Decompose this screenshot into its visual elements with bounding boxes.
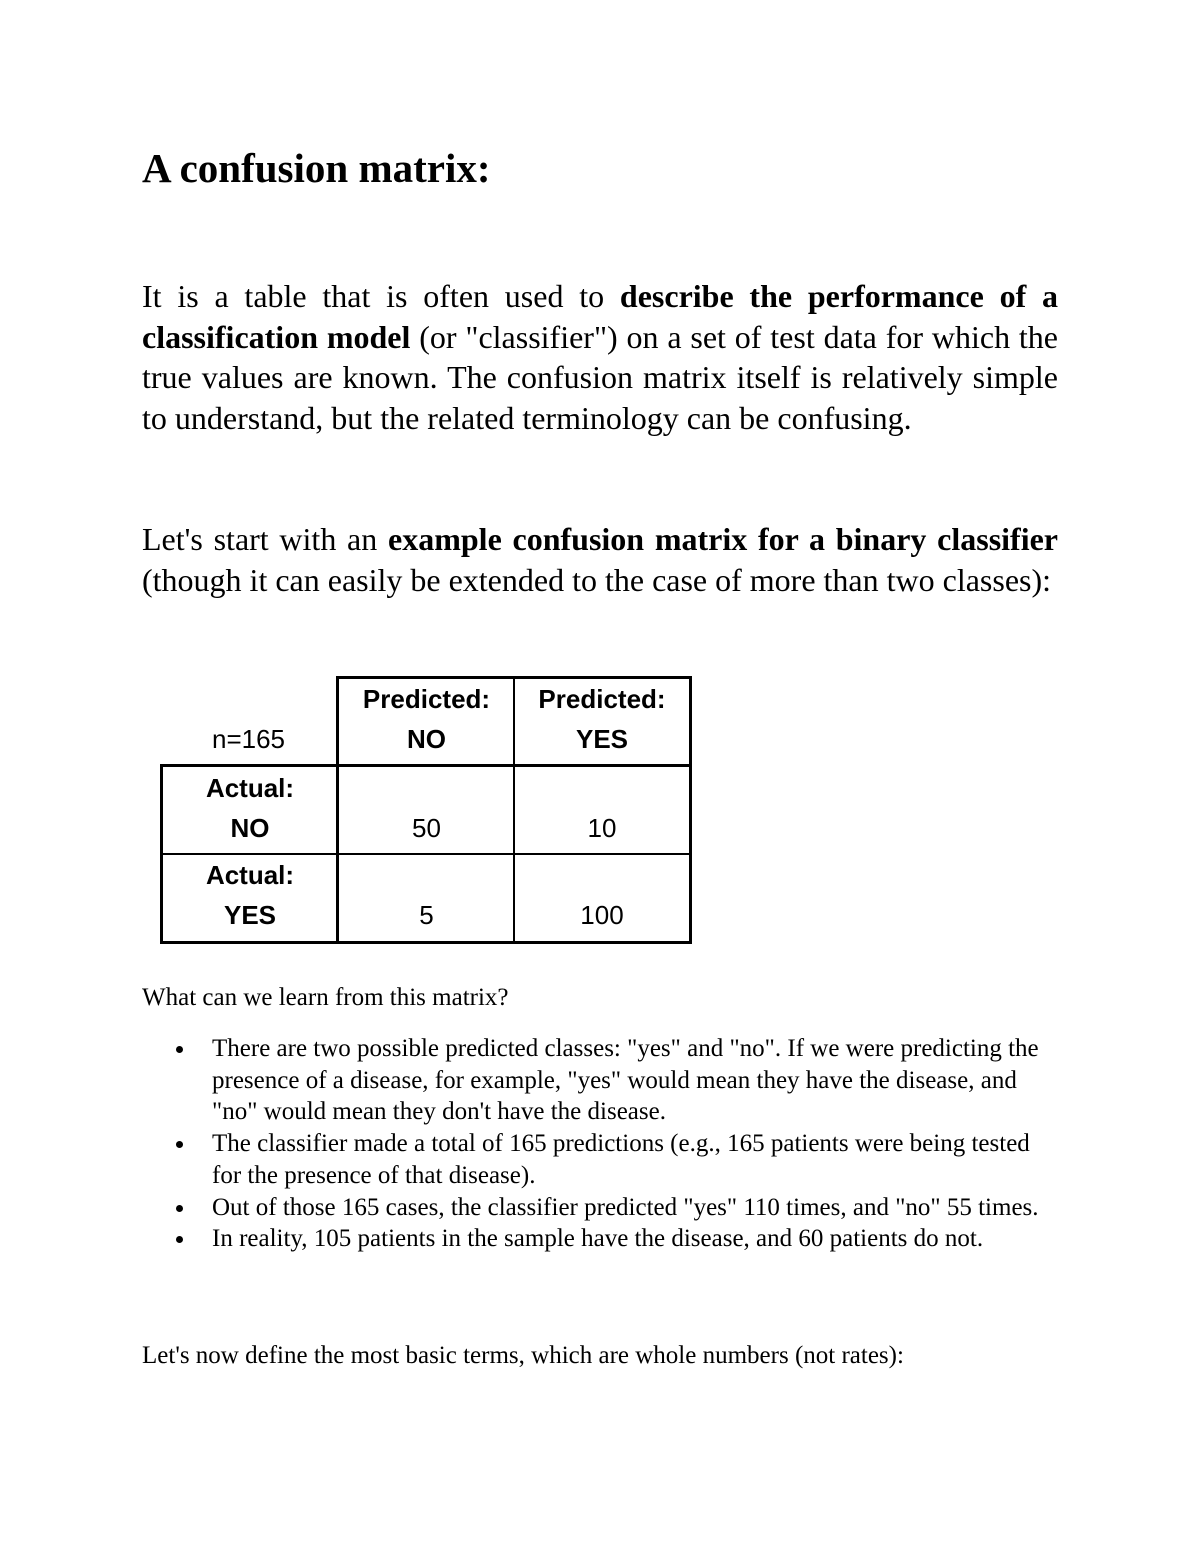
row-header-line-1: Actual: xyxy=(205,773,295,803)
example-bold-text: example confusion matrix for a binary classifier xyxy=(388,521,1059,557)
bullet-icon xyxy=(176,1236,183,1243)
cell-actual-yes-predicted-no xyxy=(336,853,514,944)
list-item xyxy=(142,1033,1052,1128)
list-item xyxy=(142,1223,1052,1255)
list-item-text: There are two possible predicted classes: "yes" and "no". If we were predicting the presence of a disease, for example, "yes" would mean they have the disease, and "no" would mean they don't have the disease. xyxy=(212,1035,1039,1126)
intro-bold-text: describe the performance of a classification model xyxy=(142,278,1059,355)
row-header-line-2: YES xyxy=(223,900,277,930)
header-predicted-yes xyxy=(513,676,692,765)
cell-value: 5 xyxy=(419,900,434,930)
list-item-text: In reality, 105 patients in the sample have the disease, and 60 patients do not. xyxy=(212,1225,984,1253)
header-line-1: Predicted: xyxy=(538,684,666,714)
example-text-1: Let's start with an xyxy=(142,521,389,557)
page-title: A confusion matrix: xyxy=(142,145,491,191)
cell-value: 10 xyxy=(587,813,617,843)
list-item xyxy=(142,1192,1052,1224)
list-item xyxy=(142,1128,1052,1191)
insights-list xyxy=(142,1033,1058,1255)
bullet-icon xyxy=(176,1205,183,1212)
header-line-2: YES xyxy=(575,724,629,754)
cell-actual-no-predicted-no xyxy=(336,764,514,854)
matrix-corner-cell xyxy=(160,676,337,765)
bullet-icon xyxy=(176,1046,183,1053)
confusion-matrix-table xyxy=(160,676,692,944)
example-paragraph xyxy=(142,519,1058,600)
header-predicted-no xyxy=(336,676,514,765)
row-header-line-2: NO xyxy=(230,813,270,843)
header-line-2: NO xyxy=(407,724,446,754)
cell-value: 50 xyxy=(412,813,441,843)
example-text-2: (though it can easily be extended to the case of more than two classes): xyxy=(142,561,1052,598)
row-header-actual-yes xyxy=(160,853,337,944)
cell-actual-yes-predicted-yes xyxy=(513,853,692,944)
bullet-icon xyxy=(176,1141,183,1148)
intro-text-2: (or "classifier") on a set of test data for which the true values are known. The confusion matrix itself is relatively simple to understand, but the related terminology can be confusing. xyxy=(142,318,1058,436)
closing-paragraph: Let's now define the most basic terms, which are whole numbers (not rates): xyxy=(142,1342,904,1369)
intro-paragraph xyxy=(142,276,1058,438)
cell-actual-no-predicted-yes xyxy=(513,764,692,854)
cell-value: 100 xyxy=(580,900,624,930)
header-line-1: Predicted: xyxy=(362,684,491,714)
row-header-actual-no xyxy=(160,764,337,854)
sample-size-label: n=165 xyxy=(211,724,286,754)
list-item-text: Out of those 165 cases, the classifier predicted "yes" 110 times, and "no" 55 times. xyxy=(212,1193,1039,1221)
intro-text-1: It is a table that is often used to xyxy=(142,278,620,314)
list-item-text: The classifier made a total of 165 predictions (e.g., 165 patients were being tested for the presence of that disease). xyxy=(212,1130,1030,1189)
question-paragraph: What can we learn from this matrix? xyxy=(142,984,509,1011)
row-header-line-1: Actual: xyxy=(205,860,295,890)
